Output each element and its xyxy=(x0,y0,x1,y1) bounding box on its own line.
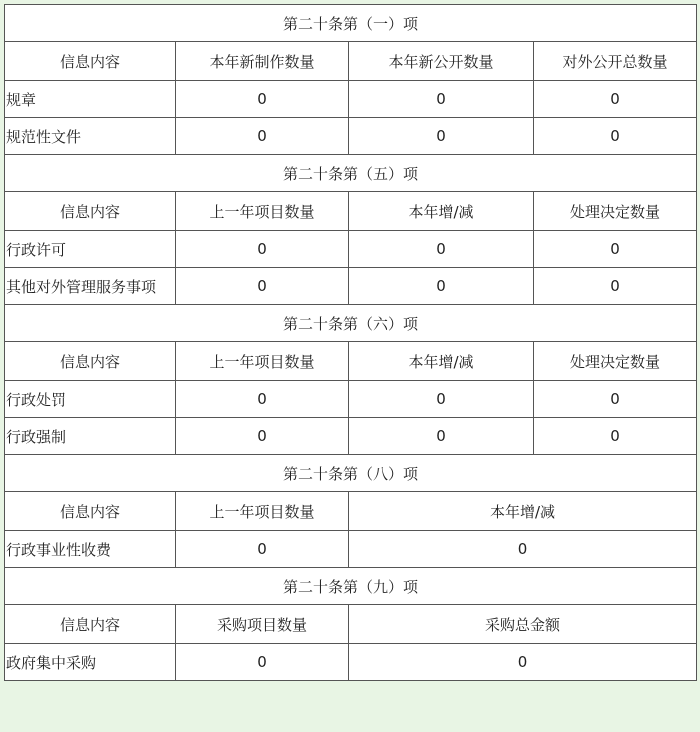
cell-value: 0 xyxy=(349,644,697,681)
row-label: 行政许可 xyxy=(5,231,176,268)
cell-value: 0 xyxy=(176,381,349,418)
section-title: 第二十条第（九）项 xyxy=(5,568,697,605)
row-label: 行政事业性收费 xyxy=(5,531,176,568)
row-label: 政府集中采购 xyxy=(5,644,176,681)
table-row xyxy=(5,268,697,305)
section-title: 第二十条第（五）项 xyxy=(5,155,697,192)
cell-value: 0 xyxy=(534,381,697,418)
column-header: 上一年项目数量 xyxy=(176,342,349,381)
cell-value: 0 xyxy=(349,231,534,268)
table-row xyxy=(5,81,697,118)
section-title: 第二十条第（八）项 xyxy=(5,455,697,492)
cell-value: 0 xyxy=(349,418,534,455)
cell-value: 0 xyxy=(176,231,349,268)
cell-value: 0 xyxy=(534,418,697,455)
cell-value: 0 xyxy=(176,418,349,455)
header-row xyxy=(5,492,697,531)
header-row xyxy=(5,192,697,231)
table-row xyxy=(5,381,697,418)
cell-value: 0 xyxy=(534,118,697,155)
cell-value: 0 xyxy=(534,81,697,118)
cell-value: 0 xyxy=(176,268,349,305)
cell-value: 0 xyxy=(534,268,697,305)
row-label: 其他对外管理服务事项 xyxy=(5,268,176,305)
section-title-row xyxy=(5,568,697,605)
header-row xyxy=(5,605,697,644)
cell-value: 0 xyxy=(176,81,349,118)
column-header: 本年新制作数量 xyxy=(176,42,349,81)
cell-value: 0 xyxy=(349,381,534,418)
column-header: 本年增/减 xyxy=(349,192,534,231)
column-header: 采购项目数量 xyxy=(176,605,349,644)
cell-value: 0 xyxy=(349,268,534,305)
table-row xyxy=(5,531,697,568)
section-title-row xyxy=(5,5,697,42)
table-row xyxy=(5,644,697,681)
section-title: 第二十条第（六）项 xyxy=(5,305,697,342)
column-header: 信息内容 xyxy=(5,605,176,644)
column-header: 上一年项目数量 xyxy=(176,492,349,531)
column-header: 信息内容 xyxy=(5,342,176,381)
column-header: 采购总金额 xyxy=(349,605,697,644)
table-row xyxy=(5,418,697,455)
section-title-row xyxy=(5,455,697,492)
row-label: 规章 xyxy=(5,81,176,118)
column-header: 本年增/减 xyxy=(349,342,534,381)
section-title-row xyxy=(5,155,697,192)
column-header: 信息内容 xyxy=(5,192,176,231)
column-header: 本年增/减 xyxy=(349,492,697,531)
row-label: 行政处罚 xyxy=(5,381,176,418)
column-header: 信息内容 xyxy=(5,42,176,81)
column-header: 处理决定数量 xyxy=(534,342,697,381)
cell-value: 0 xyxy=(534,231,697,268)
column-header: 信息内容 xyxy=(5,492,176,531)
column-header: 上一年项目数量 xyxy=(176,192,349,231)
cell-value: 0 xyxy=(349,81,534,118)
header-row xyxy=(5,42,697,81)
cell-value: 0 xyxy=(176,118,349,155)
cell-value: 0 xyxy=(176,531,349,568)
column-header: 本年新公开数量 xyxy=(349,42,534,81)
row-label: 规范性文件 xyxy=(5,118,176,155)
table-row xyxy=(5,118,697,155)
section-title-row xyxy=(5,305,697,342)
cell-value: 0 xyxy=(176,644,349,681)
table-row xyxy=(5,231,697,268)
row-label: 行政强制 xyxy=(5,418,176,455)
disclosure-table xyxy=(4,4,697,681)
header-row xyxy=(5,342,697,381)
column-header: 处理决定数量 xyxy=(534,192,697,231)
cell-value: 0 xyxy=(349,531,697,568)
section-title: 第二十条第（一）项 xyxy=(5,5,697,42)
cell-value: 0 xyxy=(349,118,534,155)
column-header: 对外公开总数量 xyxy=(534,42,697,81)
